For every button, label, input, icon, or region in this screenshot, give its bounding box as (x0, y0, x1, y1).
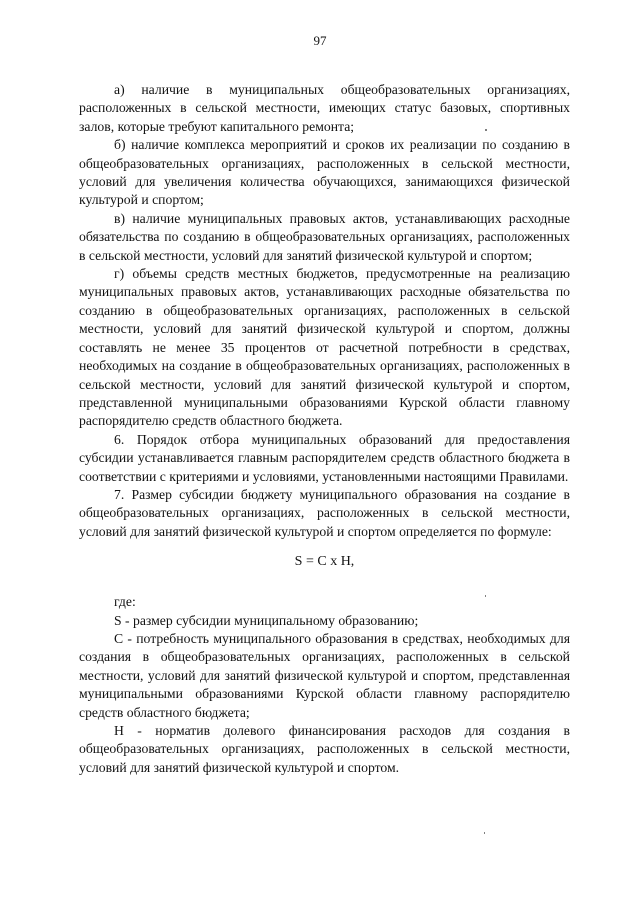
scan-speck (485, 129, 487, 131)
definition-c: С - потребность муниципального образования в средствах, необходимых для создания в общеобразовательных организациях, расположенных в сельской местности, условий для занятий физической культурой и спортом, представленная муниципальными образованиями Курской области главному распорядителю средств областного бюджета; (79, 630, 570, 720)
paragraph-point-7: 7. Размер субсидии бюджету муниципального образования на создание в общеобразовательных организациях, расположенных в сельской местности, условий для занятий физической культурой и спортом определяется по формуле: (79, 486, 570, 539)
where-label: где: (114, 594, 136, 610)
paragraph-point-6: 6. Порядок отбора муниципальных образований для предоставления субсидии устанавливается главным распорядителем средств областного бюджета в соответствии с критериями и условиями, установленными настоящими Правилами. (79, 431, 570, 484)
paragraph-item-v: в) наличие муниципальных правовых актов, устанавливающих расходные обязательства по созданию в общеобразовательных организациях, расположенных в сельской местности, условий для занятий физической культурой и спортом; (79, 210, 570, 263)
scan-speck (485, 595, 486, 597)
paragraph-item-g: г) объемы средств местных бюджетов, предусмотренные на реализацию муниципальных правовых актов, устанавливающих расходные обязательства по созданию в общеобразовательных организациях, расположенных в сельской местности, условий для занятий физической культурой и спортом, должны составлять не менее 35 процентов от расчетной потребности в средствах, необходимых на создание в общеобразовательных организациях, расположенных в сельской местности, условий для занятий физической культурой и спортом, представленной муниципальными образованиями Курской области главному распорядителю средств областного бюджета. (79, 266, 570, 429)
paragraph-item-b: б) наличие комплекса мероприятий и сроков их реализации по созданию в общеобразовательных организациях, расположенных в сельской местности, условий для увеличения количества обучающихся, занимающихся физической культурой и спортом; (79, 137, 570, 208)
paragraph-item-a: а) наличие в муниципальных общеобразовательных организациях, расположенных в сельской местности, имеющих статус базовых, спортивных залов, которые требуют капитального ремонта; (79, 82, 570, 134)
definition-h: Н - норматив долевого финансирования расходов для создания в общеобразовательных организациях, расположенных в сельской местности, условий для занятий физической культурой и спортом. (79, 723, 570, 775)
document-body (79, 81, 570, 777)
subsidy-formula: S = C x H, (294, 554, 355, 570)
page-number: 97 (313, 33, 327, 48)
definition-s: S - размер субсидии муниципальному образованию; (114, 612, 419, 628)
scan-speck (484, 832, 485, 834)
